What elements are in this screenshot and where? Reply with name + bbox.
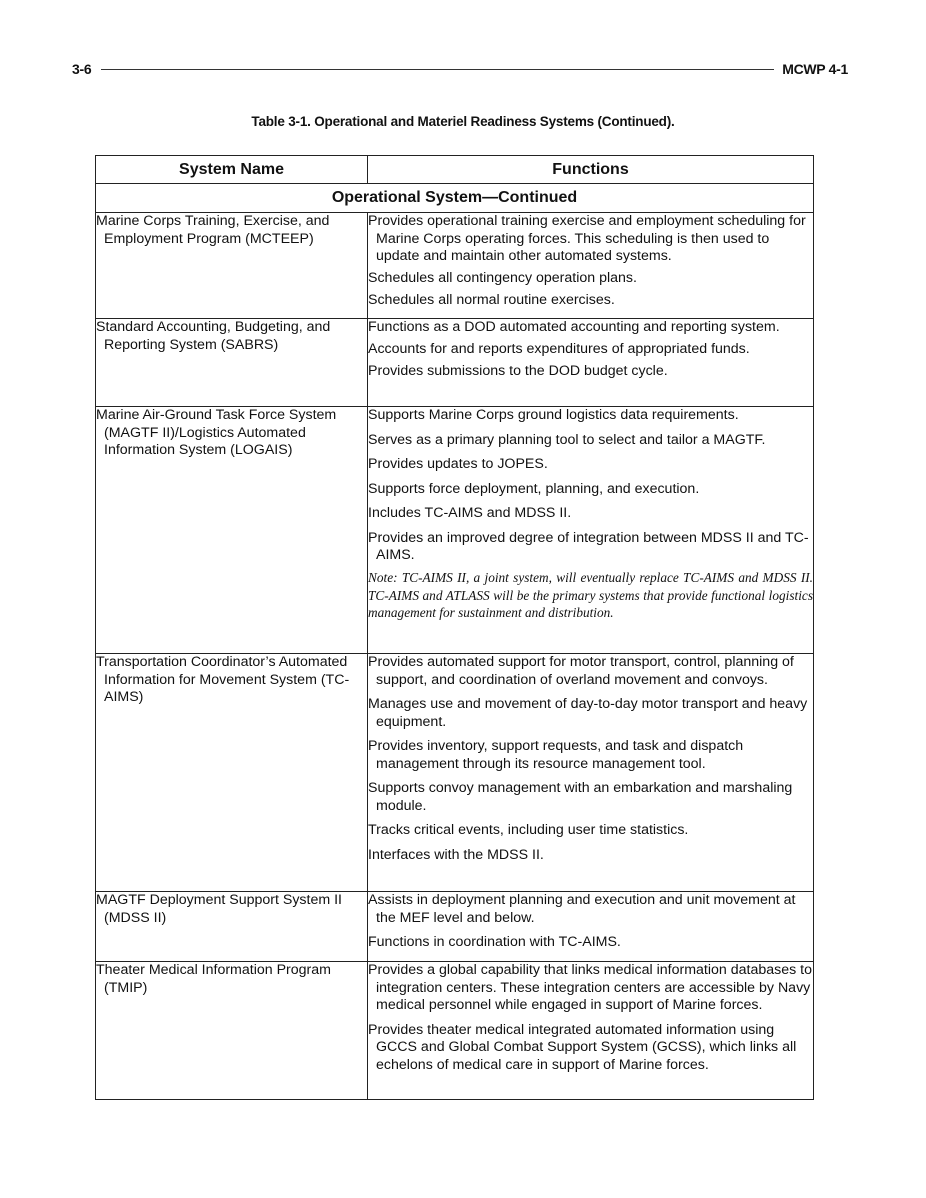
section-title: Operational System—Continued <box>96 184 814 213</box>
function-item: Schedules all normal routine exercises. <box>368 292 615 308</box>
readiness-systems-table <box>95 155 814 1100</box>
system-name-cell <box>96 407 368 654</box>
function-item: Provides submissions to the DOD budget cycle. <box>368 363 668 379</box>
header-rule <box>101 69 774 70</box>
table-caption: Table 3-1. Operational and Materiel Readiness Systems (Continued). <box>251 114 675 129</box>
functions-cell <box>368 319 814 407</box>
table-row <box>96 407 814 654</box>
functions-cell <box>368 962 814 1100</box>
function-item: Provides operational training exercise and employment scheduling for Marine Corps operating forces. This scheduling is then used to update and maintain other automated systems. <box>368 213 806 264</box>
function-item: Assists in deployment planning and execution and unit movement at the MEF level and below. <box>368 892 796 926</box>
table-header-row <box>96 156 814 184</box>
functions-cell <box>368 213 814 319</box>
system-name: Theater Medical Information Program (TMIP) <box>96 962 331 996</box>
function-item: Provides inventory, support requests, and task and dispatch management through its resource management tool. <box>368 738 744 772</box>
function-item: Tracks critical events, including user time statistics. <box>368 822 689 838</box>
function-item: Interfaces with the MDSS II. <box>368 846 544 863</box>
function-item: Serves as a primary planning tool to select and tailor a MAGTF. <box>368 431 766 448</box>
system-name: MAGTF Deployment Support System II (MDSS II) <box>96 892 342 926</box>
function-item: Accounts for and reports expenditures of appropriated funds. <box>368 341 750 357</box>
function-item: Supports convoy management with an embarkation and marshaling module. <box>368 780 793 814</box>
system-name: Marine Corps Training, Exercise, and Employment Program (MCTEEP) <box>96 213 330 247</box>
table-row <box>96 319 814 407</box>
function-item: Functions in coordination with TC-AIMS. <box>368 934 621 950</box>
function-item: Supports Marine Corps ground logistics data requirements. <box>368 407 739 423</box>
column-header-functions: Functions <box>368 156 814 184</box>
function-item: Schedules all contingency operation plans. <box>368 270 637 286</box>
function-item: Provides a global capability that links medical information databases to integration centers. These integration centers are accessible by Navy medical personnel while engaged in support of Marine forces. <box>368 962 812 1013</box>
system-name: Transportation Coordinator’s Automated Information for Movement System (TC-AIMS) <box>96 654 350 705</box>
system-name-cell <box>96 892 368 962</box>
functions-cell <box>368 407 814 654</box>
functions-cell <box>368 892 814 962</box>
page-number: 3-6 <box>72 61 92 77</box>
table-row <box>96 654 814 892</box>
system-name-cell <box>96 962 368 1100</box>
note: Note: TC-AIMS II, a joint system, will eventually replace TC-AIMS and MDSS II. TC-AIMS and ATLASS will be the primary systems that provide functional logistics management for sustainment and distribution. <box>368 570 813 620</box>
running-head <box>72 59 848 79</box>
table-row <box>96 962 814 1100</box>
function-item: Functions as a DOD automated accounting and reporting system. <box>368 319 780 335</box>
system-name: Standard Accounting, Budgeting, and Reporting System (SABRS) <box>96 319 331 353</box>
function-item: Provides theater medical integrated automated information using GCCS and Global Combat Support System (GCSS), which links all echelons of medical care in support of Marine forces. <box>368 1021 797 1073</box>
system-name-cell <box>96 319 368 407</box>
table-row <box>96 213 814 319</box>
table-row <box>96 892 814 962</box>
function-item: Includes TC-AIMS and MDSS II. <box>368 505 572 521</box>
system-name-cell <box>96 213 368 319</box>
system-name-cell <box>96 654 368 892</box>
function-item: Supports force deployment, planning, and execution. <box>368 480 700 497</box>
function-item: Provides updates to JOPES. <box>368 456 548 472</box>
column-header-system-name: System Name <box>96 156 368 184</box>
system-name: Marine Air-Ground Task Force System (MAGTF II)/Logistics Automated Information System (LOGAIS) <box>96 407 337 458</box>
functions-cell <box>368 654 814 892</box>
publication-id: MCWP 4-1 <box>782 61 848 77</box>
function-item: Provides an improved degree of integration between MDSS II and TC-AIMS. <box>368 529 809 563</box>
function-item: Provides automated support for motor transport, control, planning of support, and coordination of overland movement and convoys. <box>368 654 794 688</box>
function-item: Manages use and movement of day-to-day motor transport and heavy equipment. <box>368 696 808 730</box>
section-row <box>96 184 814 213</box>
